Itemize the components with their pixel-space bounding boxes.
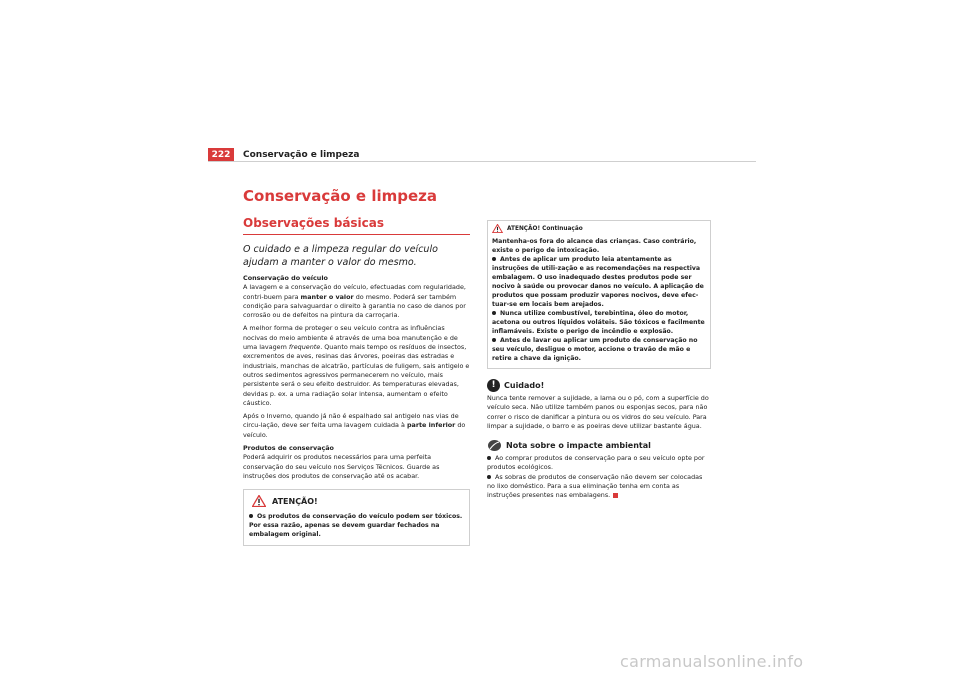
bullet-icon — [492, 311, 496, 315]
warning-intro: Mantenha-os fora do alcance das crianças. Caso contrário, existe o perigo de intoxicação. — [492, 238, 697, 254]
bullet-text: Ao comprar produtos de conservação para o seu veículo opte por produtos ecológicos. — [487, 454, 705, 472]
header-divider — [208, 161, 756, 162]
bullet-icon — [492, 338, 496, 342]
bullet-text: As sobras de produtos de conservação não devem ser colocadas no lixo doméstico. Para a sua eliminação tenha em conta as instruções presentes nas embalagens. — [487, 472, 703, 500]
bullet-text: Antes de aplicar um produto leia atentamente as instruções de utili-zação e as recomendações na respectiva embalagem. O uso inadequado destes produtos pode ser nocivo à saúde ou provocar danos no veículo. A aplicação de produtos que possam produzir vapores nocivos, deve efec-tuar-se em locais bem arejados. — [492, 256, 704, 308]
bullet-icon — [487, 475, 491, 479]
bullet-icon — [487, 456, 491, 460]
warning-triangle-icon — [492, 224, 503, 233]
environment-header — [487, 439, 711, 452]
text-run: do mesmo. Poderá ser também condição para salvaguardar o direito à garantia no caso de danos por corrosão ou de defeitos na pintura da carroçaria. — [243, 292, 466, 320]
end-of-section-icon — [613, 493, 618, 498]
environment-title: Nota sobre o impacte ambiental — [506, 441, 651, 451]
text-run: A lavagem e a conservação do veículo, efectuadas com regularidade, contri-buem para — [243, 283, 466, 301]
text-run-bold: parte inferior — [406, 421, 456, 430]
environment-leaf-icon — [487, 439, 502, 452]
warning-box — [243, 489, 470, 546]
text-run-bold: manter o valor — [300, 292, 354, 301]
section-title: Observações básicas — [243, 216, 385, 230]
warning-text-content: Os produtos de conservação do veículo podem ser tóxicos. Por essa razão, apenas se devem guardar fechados na embalagem original. — [249, 513, 463, 539]
warning-bullet — [492, 336, 705, 363]
page-number: 222 — [208, 148, 234, 162]
paragraph-3 — [243, 412, 470, 440]
environment-bullet — [487, 454, 711, 473]
warning-continued-box — [487, 220, 711, 369]
text-run: Após o Inverno, quando já não é espalhado sal antigelo nas vias de circu-lação, deve ser feita uma lavagem cuidada à — [243, 412, 459, 430]
warning-bullet — [492, 309, 705, 336]
caution-header — [487, 379, 711, 392]
section-divider — [243, 234, 470, 235]
lead-paragraph: O cuidado e a limpeza regular do veículo ajudam a manter o valor do mesmo. — [243, 244, 438, 268]
environment-text — [487, 454, 711, 500]
bullet-text: Antes de lavar ou aplicar um produto de conservação no seu veículo, desligue o motor, accione o travão de mão e retire a chave da ignição. — [492, 337, 698, 362]
warning-header — [244, 490, 469, 510]
bullet-icon — [492, 257, 496, 261]
caution-title: Cuidado! — [504, 381, 545, 390]
subheading-products: Produtos de conservação — [243, 444, 334, 453]
text-run: do veículo. — [243, 421, 466, 439]
paragraph-4: Poderá adquirir os produtos necessários para uma perfeita conservação do seu veículo nos Serviços Técnicos. Guarde as instruções dos produtos de conservação até os acabar. — [243, 453, 440, 480]
text-run: A melhor forma de proteger o seu veículo contra as influências nocivas do meio ambiente é através de uma boa manutenção e de uma lavagem — [243, 324, 458, 352]
bullet-text: Nunca utilize combustível, terebintina, óleo do motor, acetona ou outros líquidos voláteis. São tóxicos e facilmente inflamáveis. Existe o perigo de incêndio e explosão. — [492, 310, 705, 335]
left-column — [243, 215, 470, 546]
subheading-conservation: Conservação do veículo — [243, 274, 328, 282]
chapter-title: Conservação e limpeza — [243, 187, 438, 205]
warning-bullet — [492, 255, 705, 309]
paragraph-2 — [243, 324, 470, 408]
environment-bullet — [487, 473, 711, 501]
bullet-icon — [249, 514, 253, 518]
warning-title: ATENÇÃO! — [272, 496, 318, 506]
caution-text: Nunca tente remover a sujidade, a lama ou o pó, com a superfície do veículo seca. Não utilize também panos ou esponjas secos, para não correr o risco de danificar a pintura ou os vidros do seu veículo. Para limpar a sujidade, o barro e as poeiras deve utilizar bastante água. — [487, 394, 709, 430]
text-run: . Quanto mais tempo os resíduos de insectos, excrementos de aves, resinas das árvores, poeiras das estradas e industriais, manchas de alcatrão, partículas de fuligem, sais antigelo e outros sedimentos agressivos permanecerem no veículo, mais persistente será o seu efeito destruidor. As temperaturas elevadas, devidas p. ex. a uma radiação solar intensa, aumentam o efeito cáustico. — [243, 343, 470, 407]
warning-triangle-icon — [252, 495, 266, 507]
paragraph-1 — [243, 283, 470, 320]
right-column — [487, 220, 711, 501]
warning-text — [244, 510, 469, 545]
watermark: carmanualsonline.info — [620, 652, 804, 671]
warning-continued-header — [488, 221, 710, 235]
warning-continued-text — [488, 235, 710, 368]
caution-exclamation-icon: ! — [487, 379, 500, 392]
warning-continued-title: ATENÇÃO! Continuação — [507, 225, 583, 232]
body-text — [243, 274, 470, 481]
running-header: Conservação e limpeza — [243, 150, 360, 160]
text-run-italic: frequente — [288, 343, 321, 352]
